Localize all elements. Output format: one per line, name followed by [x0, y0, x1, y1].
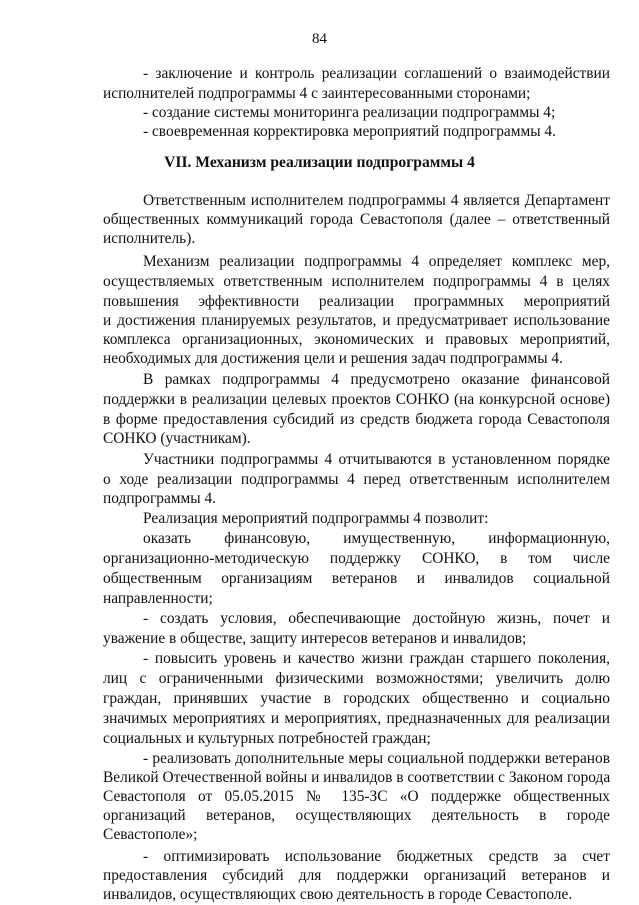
text-line: Участники подпрограммы 4 отчитываются в установленном порядке	[143, 451, 610, 468]
text-line: общественным организациям ветеранов и инвалидов социальной	[103, 570, 610, 587]
text-line: организационно-методическую поддержку СОНКО, в том числе	[103, 550, 610, 567]
text-line: осуществляемых ответственным исполнителем подпрограммы 4 в целях	[103, 273, 610, 290]
text-line: социальных и культурных потребностей граждан;	[103, 730, 431, 747]
text-line: повышения эффективности реализации программных мероприятий	[103, 293, 610, 310]
text-line: в форме предоставления субсидий из средств бюджета города Севастополя	[103, 411, 610, 428]
text-line: о ходе реализации подпрограммы 4 перед ответственным исполнителем	[103, 471, 610, 488]
page-number: 84	[312, 31, 327, 47]
text-line: и достижения планируемых результатов, и предусматривает использование	[103, 312, 610, 329]
text-line: общественных коммуникаций города Севастополя (далее – ответственный	[103, 211, 610, 228]
text-line: уважение в обществе, защиту интересов ветеранов и инвалидов;	[103, 630, 527, 647]
text-line: подпрограммы 4.	[103, 490, 216, 507]
text-line: - заключение и контроль реализации соглашений о взаимодействии	[143, 65, 610, 82]
text-line: оказать финансовую, имущественную, информационную,	[143, 530, 610, 547]
text-line: В рамках подпрограммы 4 предусмотрено оказание финансовой	[143, 371, 610, 388]
text-line: организаций ветеранов, осуществляющих деятельность в городе	[103, 807, 610, 824]
text-line: Севастополе»;	[103, 826, 198, 843]
text-line: значимых мероприятиях и мероприятиях, предназначенных для реализации	[103, 710, 610, 727]
text-line: поддержки в реализации целевых проектов СОНКО (на конкурсной основе)	[103, 391, 610, 408]
text-line: граждан, принявших участие в городских общественно и социально	[103, 690, 610, 707]
text-line: Реализация мероприятий подпрограммы 4 позволит:	[143, 510, 489, 527]
text-line: исполнителей подпрограммы 4 с заинтересованными сторонами;	[103, 85, 531, 102]
text-line: исполнитель).	[103, 230, 196, 247]
text-line: СОНКО (участникам).	[103, 430, 251, 447]
text-line: - повысить уровень и качество жизни граждан старшего поколения,	[143, 650, 610, 667]
text-line: - создать условия, обеспечивающие достойную жизнь, почет и	[143, 610, 610, 627]
text-line: - создание системы мониторинга реализации подпрограммы 4;	[143, 104, 556, 121]
text-line: Севастополя от 05.05.2015 № 135-ЗС «О поддержке общественных	[103, 788, 610, 805]
text-line: - оптимизировать использование бюджетных средств за счет	[143, 848, 610, 865]
text-line: предоставления субсидий для поддержки организаций ветеранов и	[103, 867, 610, 884]
text-line: инвалидов, осуществляющих свою деятельность в городе Севастополе.	[103, 886, 573, 903]
text-line: направленности;	[103, 590, 213, 607]
text-line: комплекса организационных, экономических и правовых мероприятий,	[103, 331, 610, 348]
text-line: Механизм реализации подпрограммы 4 определяет комплекс мер,	[143, 253, 610, 270]
section-heading: VII. Механизм реализации подпрограммы 4	[164, 154, 475, 171]
text-line: - реализовать дополнительные меры социальной поддержки ветеранов	[143, 750, 610, 767]
text-line: лиц с ограниченными физическими возможностями; увеличить долю	[103, 670, 610, 687]
text-line: необходимых для достижения цели и решения задач подпрограммы 4.	[103, 350, 563, 367]
text-line: Ответственным исполнителем подпрограммы 4 является Департамент	[143, 192, 610, 209]
text-line: Великой Отечественной войны и инвалидов в соответствии с Законом города	[103, 769, 611, 786]
text-line: - своевременная корректировка мероприятий подпрограммы 4.	[143, 123, 556, 140]
